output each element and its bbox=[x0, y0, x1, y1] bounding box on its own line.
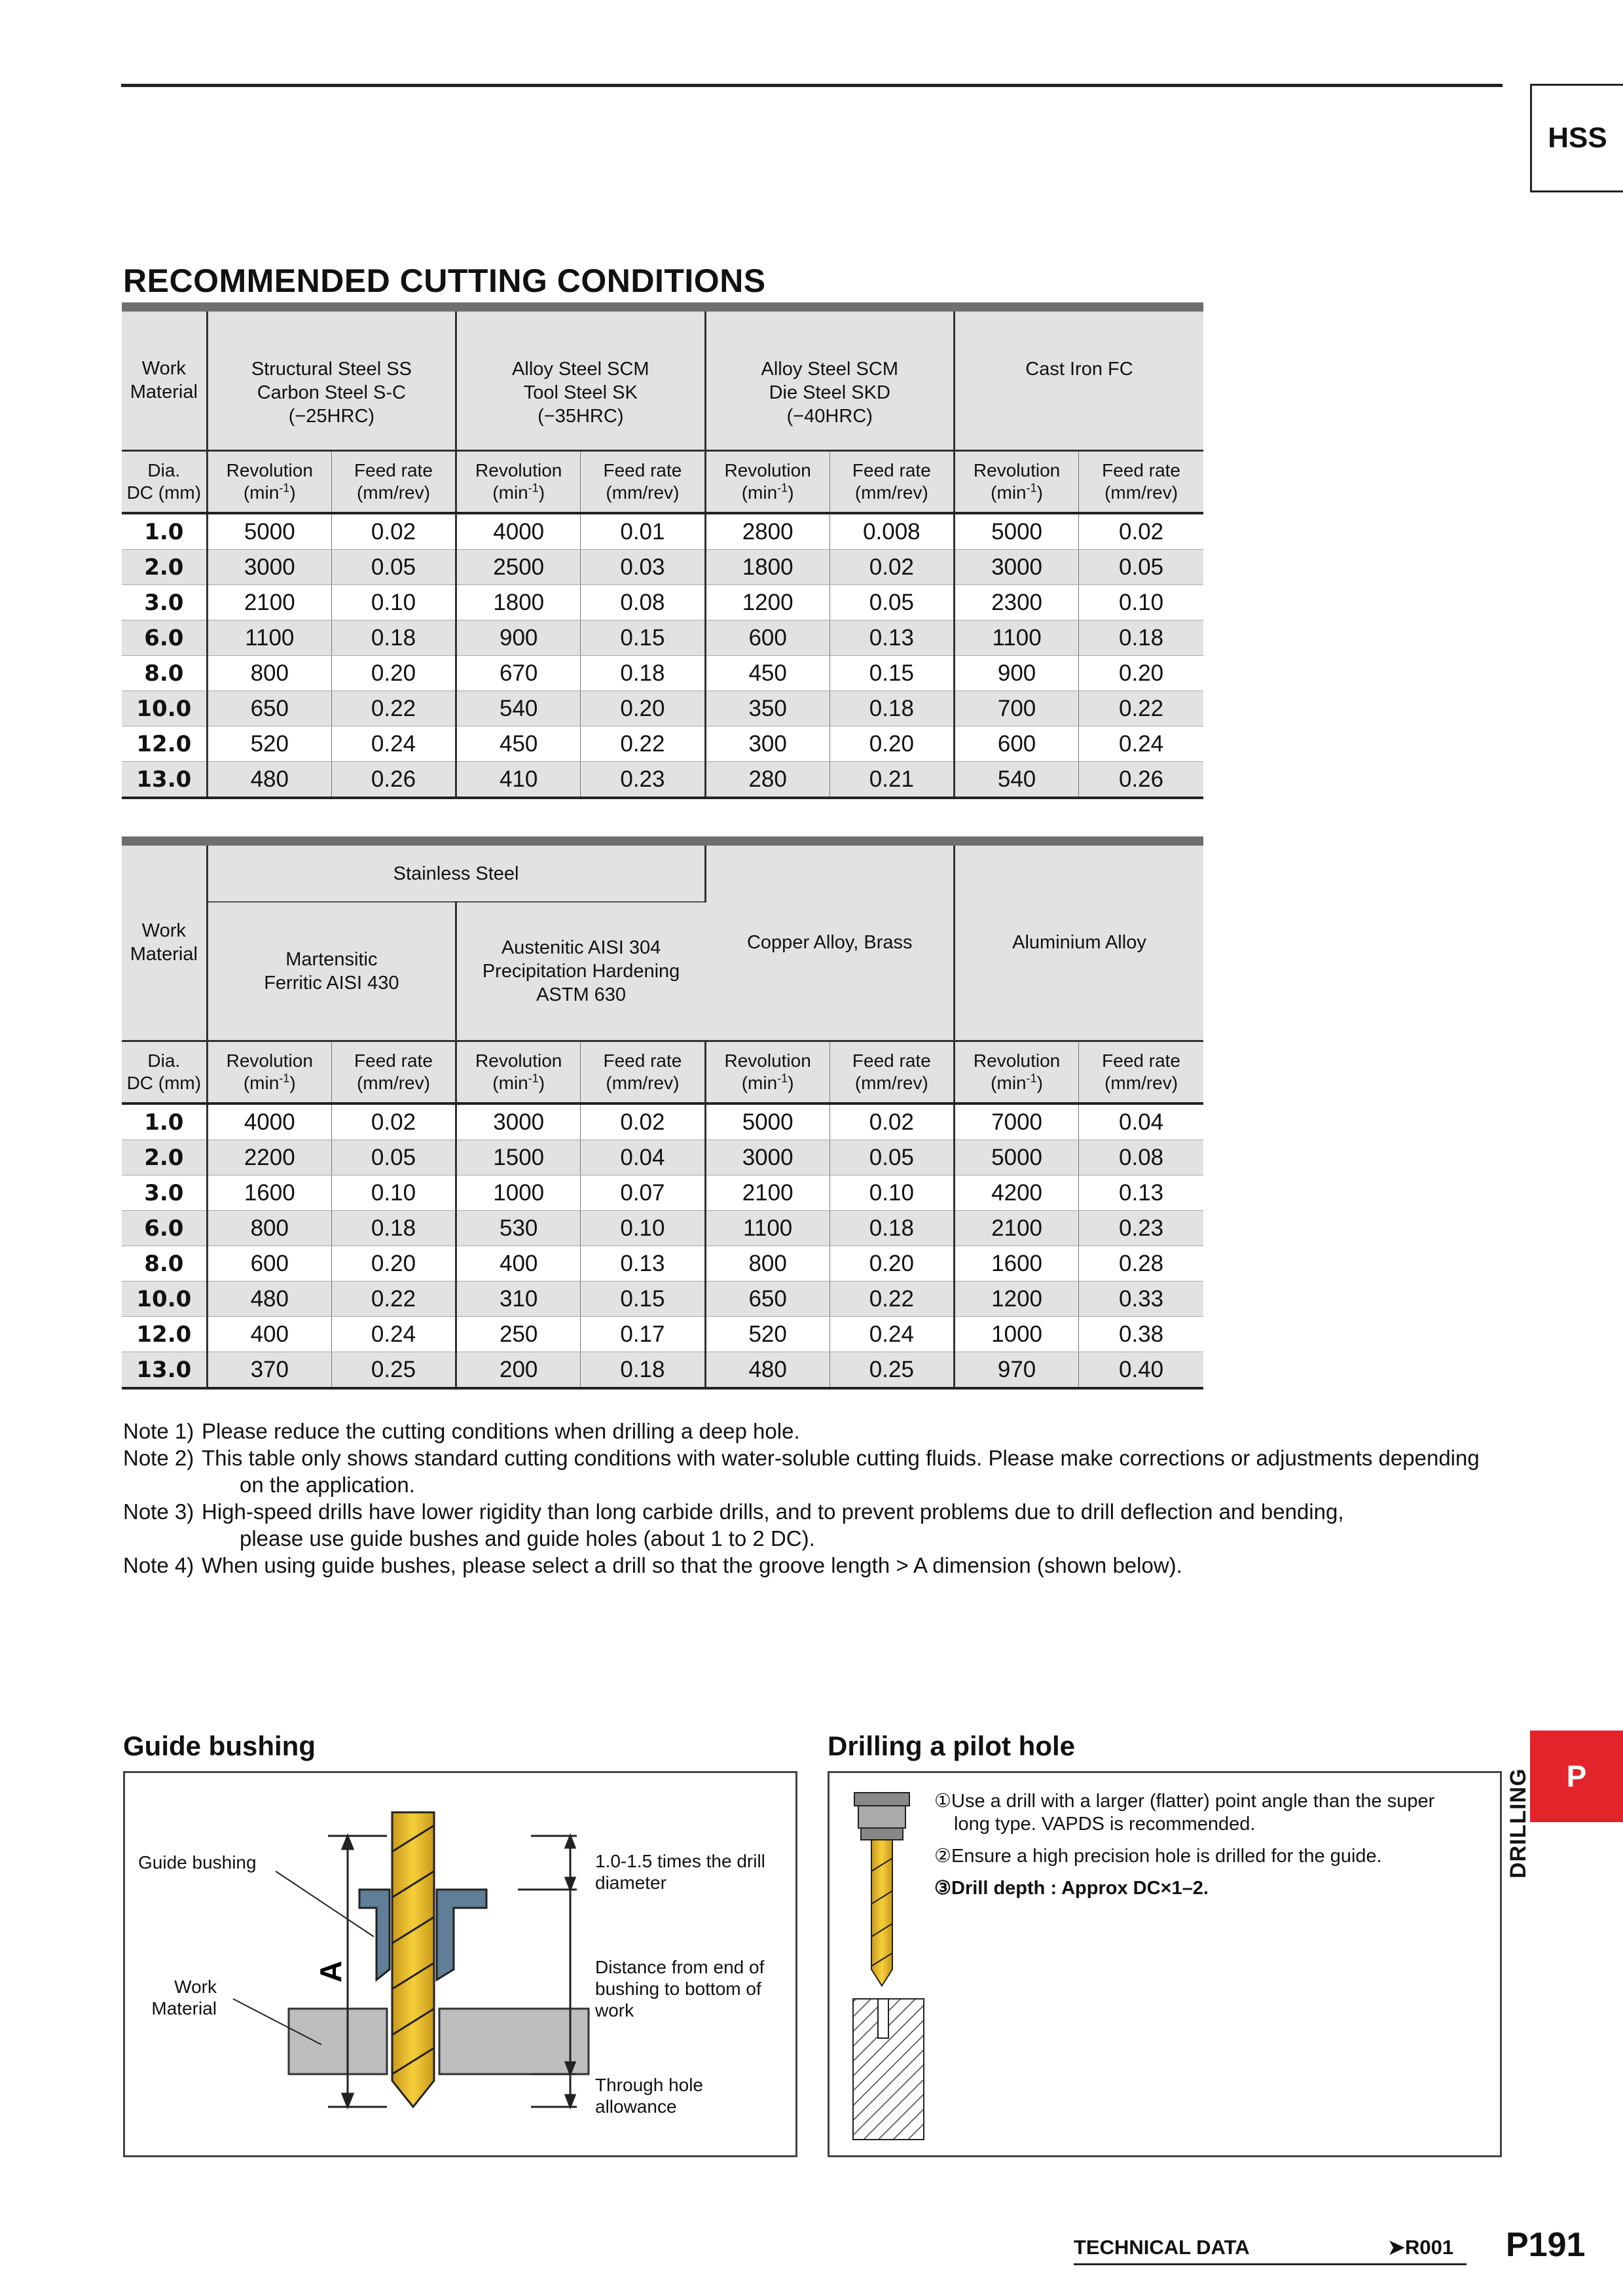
revolution-cell: 2800 bbox=[705, 513, 830, 550]
work-material-header: Work Material bbox=[122, 312, 207, 450]
revolution-cell: 1100 bbox=[705, 1211, 830, 1246]
feed-rate-cell: 0.13 bbox=[830, 620, 954, 656]
work-material-label: Work Material bbox=[151, 1977, 217, 2018]
note-line bbox=[123, 1498, 1480, 1525]
table-row bbox=[122, 585, 1203, 620]
diameter-cell: 1.0 bbox=[122, 1103, 207, 1140]
feed-rate-cell: 0.23 bbox=[581, 762, 705, 798]
top-rule bbox=[121, 84, 1503, 87]
page-number: P191 bbox=[1506, 2226, 1586, 2264]
feed-rate-cell: 0.02 bbox=[1079, 513, 1203, 550]
table-row bbox=[122, 1282, 1203, 1317]
diameter-cell: 10.0 bbox=[122, 1282, 207, 1317]
note-line bbox=[123, 1444, 1480, 1471]
guide-bushing-box bbox=[123, 1771, 797, 2157]
revolution-cell: 350 bbox=[705, 691, 830, 726]
footer-section-label: TECHNICAL DATA bbox=[1074, 2236, 1467, 2265]
table-row bbox=[122, 1103, 1203, 1140]
feed-rate-cell: 0.008 bbox=[830, 513, 954, 550]
revolution-cell: 2100 bbox=[705, 1175, 830, 1211]
dimension-a-label: A bbox=[314, 1960, 348, 1982]
diameter-cell: 6.0 bbox=[122, 620, 207, 656]
feed-rate-cell: 0.05 bbox=[1079, 550, 1203, 585]
revolution-cell: 900 bbox=[954, 656, 1078, 691]
note-line bbox=[123, 1418, 1480, 1444]
table-row bbox=[122, 726, 1203, 762]
pilot-instruction-item bbox=[934, 1790, 1434, 1836]
table-row bbox=[122, 656, 1203, 691]
revolution-cell: 650 bbox=[207, 691, 331, 726]
revolution-cell: 2100 bbox=[954, 1211, 1078, 1246]
dia-header: Dia. DC (mm) bbox=[122, 1041, 207, 1103]
pilot-hole-box bbox=[828, 1771, 1502, 2157]
feed-rate-cell: 0.13 bbox=[581, 1246, 705, 1282]
feed-rate-header: Feed rate (mm/rev) bbox=[581, 1041, 705, 1103]
revolution-cell: 600 bbox=[207, 1246, 331, 1282]
feed-rate-cell: 0.20 bbox=[331, 1246, 456, 1282]
diameter-cell: 12.0 bbox=[122, 1317, 207, 1352]
revolution-cell: 600 bbox=[954, 726, 1078, 762]
revolution-cell: 310 bbox=[456, 1282, 581, 1317]
feed-rate-cell: 0.20 bbox=[830, 1246, 954, 1282]
diameter-cell: 3.0 bbox=[122, 1175, 207, 1211]
feed-rate-cell: 0.08 bbox=[1079, 1140, 1203, 1175]
revolution-cell: 4200 bbox=[954, 1175, 1078, 1211]
pilot-instruction-line: ①Use a drill with a larger (flatter) point angle than the super bbox=[934, 1791, 1435, 1812]
revolution-cell: 1000 bbox=[456, 1175, 581, 1211]
revolution-cell: 650 bbox=[705, 1282, 830, 1317]
note-label: Note 4) bbox=[123, 1553, 194, 1577]
feed-rate-cell: 0.02 bbox=[331, 513, 456, 550]
feed-rate-header: Feed rate (mm/rev) bbox=[1079, 1041, 1203, 1103]
feed-rate-cell: 0.25 bbox=[331, 1352, 456, 1389]
feed-rate-cell: 0.22 bbox=[581, 726, 705, 762]
feed-rate-cell: 0.10 bbox=[581, 1211, 705, 1246]
table-2-body bbox=[122, 1103, 1203, 1388]
drill-body bbox=[392, 1812, 434, 2107]
note-label bbox=[123, 1471, 202, 1498]
work-material-left bbox=[289, 2009, 387, 2074]
revolution-cell: 2100 bbox=[207, 585, 331, 620]
note-label: Note 1) bbox=[123, 1419, 194, 1443]
feed-rate-cell: 0.05 bbox=[830, 585, 954, 620]
footer-reference-link[interactable]: ➤R001 bbox=[1388, 2236, 1454, 2259]
revolution-cell: 1000 bbox=[954, 1317, 1078, 1352]
feed-rate-cell: 0.20 bbox=[830, 726, 954, 762]
note-text: Please reduce the cutting conditions when drilling a deep hole. bbox=[202, 1419, 800, 1443]
revolution-cell: 280 bbox=[705, 762, 830, 798]
pilot-hole-diagram bbox=[830, 1773, 934, 2155]
pilot-hole bbox=[878, 1999, 888, 2038]
material-header-austenitic: Austenitic AISI 304 Precipitation Hardening ASTM 630 bbox=[456, 902, 705, 1041]
table-row bbox=[122, 550, 1203, 585]
table-row bbox=[122, 1246, 1203, 1282]
feed-rate-cell: 0.26 bbox=[331, 762, 456, 798]
revolution-header: Revolution $(\min^{-1})$ bbox=[705, 450, 830, 513]
revolution-cell: 480 bbox=[207, 762, 331, 798]
diameter-cell: 13.0 bbox=[122, 762, 207, 798]
note-line bbox=[123, 1471, 1480, 1498]
feed-rate-cell: 0.13 bbox=[1079, 1175, 1203, 1211]
revolution-cell: 1200 bbox=[954, 1282, 1078, 1317]
revolution-cell: 1100 bbox=[207, 620, 331, 656]
hss-tab: HSS bbox=[1530, 84, 1623, 192]
revolution-cell: 1800 bbox=[456, 585, 581, 620]
material-header-copper: Copper Alloy, Brass bbox=[705, 846, 954, 1041]
revolution-cell: 3000 bbox=[705, 1140, 830, 1175]
revolution-cell: 2300 bbox=[954, 585, 1078, 620]
table-1-body bbox=[122, 513, 1203, 798]
feed-rate-cell: 0.10 bbox=[331, 1175, 456, 1211]
revolution-cell: 400 bbox=[207, 1317, 331, 1352]
revolution-header: Revolution $(\min^{-1})$ bbox=[456, 450, 581, 513]
material-header-aluminium: Aluminium Alloy bbox=[954, 846, 1203, 1041]
note-text: This table only shows standard cutting conditions with water-soluble cutting fluids. Please make corrections or adjustments depending bbox=[202, 1446, 1480, 1470]
revolution-cell: 370 bbox=[207, 1352, 331, 1389]
feed-rate-cell: 0.40 bbox=[1079, 1352, 1203, 1389]
feed-rate-cell: 0.08 bbox=[581, 585, 705, 620]
revolution-cell: 450 bbox=[705, 656, 830, 691]
revolution-cell: 4000 bbox=[456, 513, 581, 550]
revolution-header: Revolution $(\min^{-1})$ bbox=[207, 1041, 331, 1103]
feed-rate-cell: 0.38 bbox=[1079, 1317, 1203, 1352]
feed-rate-cell: 0.22 bbox=[331, 1282, 456, 1317]
cutting-conditions-table-1 bbox=[122, 302, 1203, 799]
pilot-instruction-item bbox=[934, 1845, 1434, 1868]
note-label: Note 2) bbox=[123, 1446, 194, 1470]
feed-rate-cell: 0.21 bbox=[830, 762, 954, 798]
revolution-cell: 530 bbox=[456, 1211, 581, 1246]
revolution-cell: 800 bbox=[207, 1211, 331, 1246]
revolution-cell: 400 bbox=[456, 1246, 581, 1282]
table-row bbox=[122, 1211, 1203, 1246]
work-material-header: Work Material bbox=[122, 846, 207, 1041]
pilot-hole-title: Drilling a pilot hole bbox=[828, 1731, 1075, 1761]
revolution-cell: 670 bbox=[456, 656, 581, 691]
feed-rate-cell: 0.17 bbox=[581, 1317, 705, 1352]
feed-rate-cell: 0.20 bbox=[1079, 656, 1203, 691]
revolution-cell: 250 bbox=[456, 1317, 581, 1352]
feed-rate-cell: 0.05 bbox=[331, 1140, 456, 1175]
feed-rate-cell: 0.24 bbox=[331, 1317, 456, 1352]
revolution-cell: 3000 bbox=[456, 1103, 581, 1140]
revolution-cell: 5000 bbox=[207, 513, 331, 550]
feed-rate-cell: 0.22 bbox=[331, 691, 456, 726]
revolution-cell: 3000 bbox=[954, 550, 1078, 585]
feed-rate-cell: 0.22 bbox=[830, 1282, 954, 1317]
revolution-cell: 900 bbox=[456, 620, 581, 656]
note-line bbox=[123, 1552, 1480, 1579]
bushing-right bbox=[437, 1890, 486, 1980]
revolution-cell: 540 bbox=[954, 762, 1078, 798]
revolution-cell: 300 bbox=[705, 726, 830, 762]
diameter-cell: 1.0 bbox=[122, 513, 207, 550]
feed-rate-cell: 0.24 bbox=[1079, 726, 1203, 762]
revolution-cell: 1800 bbox=[705, 550, 830, 585]
feed-rate-cell: 0.05 bbox=[331, 550, 456, 585]
notes bbox=[123, 1418, 1480, 1579]
revolution-cell: 800 bbox=[207, 656, 331, 691]
pilot-instruction-line: ②Ensure a high precision hole is drilled for the guide. bbox=[934, 1846, 1382, 1867]
diameter-cell: 8.0 bbox=[122, 656, 207, 691]
note-text: When using guide bushes, please select a drill so that the groove length > A dimension (shown below). bbox=[202, 1553, 1182, 1577]
revolution-cell: 1100 bbox=[954, 620, 1078, 656]
revolution-header: Revolution $(\min^{-1})$ bbox=[705, 1041, 830, 1103]
pilot-instruction-item bbox=[934, 1877, 1434, 1900]
note-text: please use guide bushes and guide holes (about 1 to 2 DC). bbox=[240, 1526, 815, 1551]
revolution-cell: 2500 bbox=[456, 550, 581, 585]
side-tab-drilling: DRILLING bbox=[1506, 1768, 1531, 1878]
revolution-cell: 800 bbox=[705, 1246, 830, 1282]
guide-bushing-label: Guide bushing bbox=[138, 1852, 257, 1873]
stainless-steel-header: Stainless Steel bbox=[207, 846, 705, 902]
feed-rate-cell: 0.24 bbox=[331, 726, 456, 762]
revolution-header: Revolution $(\min^{-1})$ bbox=[456, 1041, 581, 1103]
revolution-cell: 5000 bbox=[705, 1103, 830, 1140]
table-row bbox=[122, 620, 1203, 656]
table-row bbox=[122, 1175, 1203, 1211]
diameter-cell: 8.0 bbox=[122, 1246, 207, 1282]
material-header-alloy-die: Alloy Steel SCM Die Steel SKD (−40HRC) bbox=[705, 312, 954, 450]
revolution-cell: 1600 bbox=[954, 1246, 1078, 1282]
material-header-alloy-tool: Alloy Steel SCM Tool Steel SK (−35HRC) bbox=[456, 312, 705, 450]
diameter-cell: 6.0 bbox=[122, 1211, 207, 1246]
revolution-cell: 520 bbox=[705, 1317, 830, 1352]
material-header-structural: Structural Steel SS Carbon Steel S-C (−25HRC) bbox=[207, 312, 456, 450]
feed-rate-cell: 0.02 bbox=[331, 1103, 456, 1140]
diameter-cell: 2.0 bbox=[122, 1140, 207, 1175]
revolution-cell: 410 bbox=[456, 762, 581, 798]
feed-rate-header: Feed rate (mm/rev) bbox=[581, 450, 705, 513]
pilot-instruction-line: long type. VAPDS is recommended. bbox=[954, 1814, 1256, 1835]
diameter-cell: 10.0 bbox=[122, 691, 207, 726]
feed-rate-cell: 0.25 bbox=[830, 1352, 954, 1389]
distance-label: Distance from end of bushing to bottom of work bbox=[595, 1957, 765, 2020]
feed-rate-cell: 0.02 bbox=[830, 1103, 954, 1140]
table-row bbox=[122, 1352, 1203, 1389]
table-row bbox=[122, 762, 1203, 798]
times-diameter-label: 1.0-1.5 times the drill diameter bbox=[595, 1851, 765, 1893]
feed-rate-cell: 0.04 bbox=[1079, 1103, 1203, 1140]
feed-rate-cell: 0.23 bbox=[1079, 1211, 1203, 1246]
pilot-instruction-line: ③Drill depth : Approx DC×1–2. bbox=[934, 1878, 1209, 1899]
feed-rate-cell: 0.15 bbox=[581, 1282, 705, 1317]
feed-rate-cell: 0.15 bbox=[830, 656, 954, 691]
feed-rate-cell: 0.10 bbox=[1079, 585, 1203, 620]
feed-rate-cell: 0.20 bbox=[581, 691, 705, 726]
revolution-cell: 450 bbox=[456, 726, 581, 762]
note-text: High-speed drills have lower rigidity than long carbide drills, and to prevent problems due to drill deflection and bending, bbox=[202, 1499, 1344, 1524]
revolution-header: Revolution $(\min^{-1})$ bbox=[207, 450, 331, 513]
note-label: Note 3) bbox=[123, 1499, 194, 1524]
feed-rate-cell: 0.10 bbox=[830, 1175, 954, 1211]
feed-rate-cell: 0.18 bbox=[830, 1211, 954, 1246]
diameter-cell: 3.0 bbox=[122, 585, 207, 620]
feed-rate-cell: 0.10 bbox=[331, 585, 456, 620]
revolution-cell: 540 bbox=[456, 691, 581, 726]
feed-rate-cell: 0.18 bbox=[1079, 620, 1203, 656]
cutting-conditions-table-2 bbox=[122, 836, 1203, 1390]
revolution-cell: 2200 bbox=[207, 1140, 331, 1175]
feed-rate-cell: 0.20 bbox=[331, 656, 456, 691]
section-title: RECOMMENDED CUTTING CONDITIONS bbox=[123, 262, 766, 299]
bushing-left bbox=[359, 1890, 390, 1980]
guide-bushing-title: Guide bushing bbox=[123, 1731, 316, 1761]
revolution-header: Revolution $(\min^{-1})$ bbox=[954, 450, 1078, 513]
feed-rate-cell: 0.15 bbox=[581, 620, 705, 656]
feed-rate-cell: 0.28 bbox=[1079, 1246, 1203, 1282]
feed-rate-cell: 0.26 bbox=[1079, 762, 1203, 798]
table-row bbox=[122, 691, 1203, 726]
revolution-cell: 1200 bbox=[705, 585, 830, 620]
revolution-cell: 5000 bbox=[954, 513, 1078, 550]
feed-rate-cell: 0.22 bbox=[1079, 691, 1203, 726]
feed-rate-cell: 0.02 bbox=[830, 550, 954, 585]
note-line bbox=[123, 1525, 1480, 1552]
feed-rate-cell: 0.02 bbox=[581, 1103, 705, 1140]
revolution-cell: 200 bbox=[456, 1352, 581, 1389]
diameter-cell: 12.0 bbox=[122, 726, 207, 762]
feed-rate-header: Feed rate (mm/rev) bbox=[830, 450, 954, 513]
revolution-cell: 480 bbox=[207, 1282, 331, 1317]
revolution-cell: 970 bbox=[954, 1352, 1078, 1389]
material-header-martensitic: Martensitic Ferritic AISI 430 bbox=[207, 902, 456, 1041]
revolution-cell: 700 bbox=[954, 691, 1078, 726]
table-row bbox=[122, 1317, 1203, 1352]
feed-rate-cell: 0.18 bbox=[830, 691, 954, 726]
dia-header: Dia. DC (mm) bbox=[122, 450, 207, 513]
feed-rate-header: Feed rate (mm/rev) bbox=[331, 1041, 456, 1103]
revolution-cell: 5000 bbox=[954, 1140, 1078, 1175]
feed-rate-header: Feed rate (mm/rev) bbox=[1079, 450, 1203, 513]
revolution-cell: 600 bbox=[705, 620, 830, 656]
feed-rate-header: Feed rate (mm/rev) bbox=[830, 1041, 954, 1103]
through-hole-label: Through hole allowance bbox=[595, 2075, 704, 2117]
revolution-cell: 480 bbox=[705, 1352, 830, 1389]
material-header-cast-iron: Cast Iron FC bbox=[954, 312, 1203, 450]
revolution-cell: 1500 bbox=[456, 1140, 581, 1175]
note-text: on the application. bbox=[240, 1473, 415, 1497]
feed-rate-cell: 0.05 bbox=[830, 1140, 954, 1175]
feed-rate-cell: 0.18 bbox=[331, 620, 456, 656]
revolution-cell: 3000 bbox=[207, 550, 331, 585]
revolution-cell: 520 bbox=[207, 726, 331, 762]
revolution-cell: 7000 bbox=[954, 1103, 1078, 1140]
revolution-cell: 4000 bbox=[207, 1103, 331, 1140]
feed-rate-header: Feed rate (mm/rev) bbox=[331, 450, 456, 513]
pilot-hole-instructions bbox=[934, 1790, 1434, 1909]
feed-rate-cell: 0.18 bbox=[581, 1352, 705, 1389]
feed-rate-cell: 0.18 bbox=[331, 1211, 456, 1246]
feed-rate-cell: 0.18 bbox=[581, 656, 705, 691]
table-row bbox=[122, 1140, 1203, 1175]
note-label bbox=[123, 1525, 202, 1552]
feed-rate-cell: 0.07 bbox=[581, 1175, 705, 1211]
diameter-cell: 2.0 bbox=[122, 550, 207, 585]
revolution-cell: 1600 bbox=[207, 1175, 331, 1211]
diameter-cell: 13.0 bbox=[122, 1352, 207, 1389]
revolution-header: Revolution $(\min^{-1})$ bbox=[954, 1041, 1078, 1103]
side-tab-p[interactable]: P bbox=[1530, 1731, 1623, 1822]
feed-rate-cell: 0.03 bbox=[581, 550, 705, 585]
feed-rate-cell: 0.24 bbox=[830, 1317, 954, 1352]
table-row bbox=[122, 513, 1203, 550]
feed-rate-cell: 0.01 bbox=[581, 513, 705, 550]
feed-rate-cell: 0.33 bbox=[1079, 1282, 1203, 1317]
feed-rate-cell: 0.04 bbox=[581, 1140, 705, 1175]
